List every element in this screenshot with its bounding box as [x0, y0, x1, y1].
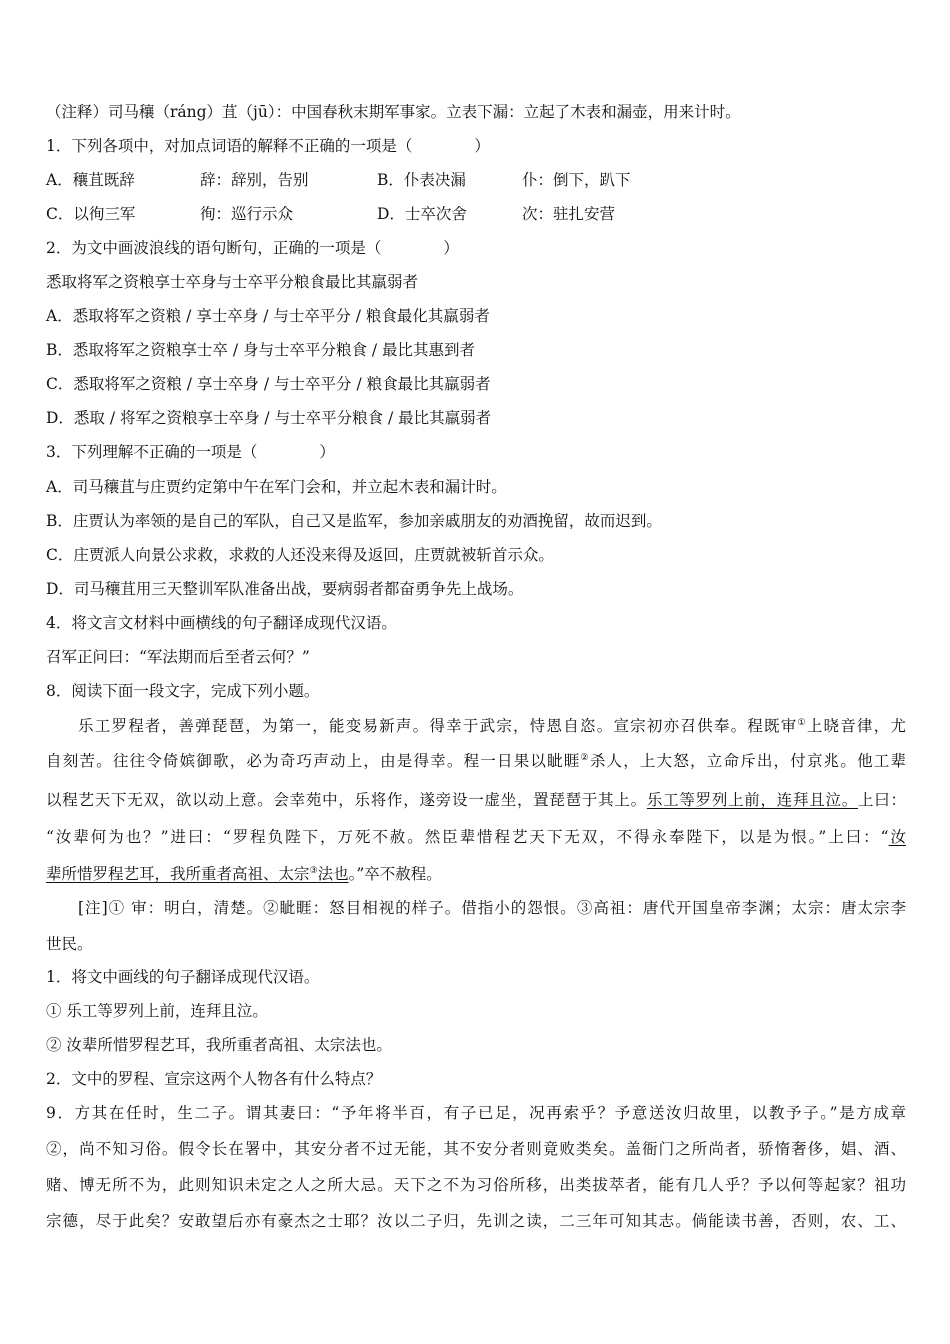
passage8-notes-line-1: [注]① 审：明白，清楚。②眦睚：怒目相视的样子。借指小的怨恨。③高祖：唐代开国皇帝李渊；太宗：唐太宗李 [78, 899, 906, 917]
passage8-line-2: 自刻苦。往往令倚嫔御歌，必为奇巧声动上，由是得幸。程一日果以眦睚②杀人，上大怒，立命斥出，付京兆。他工辈 [46, 752, 906, 770]
passage9-line-4: 宗德，尽于此矣？安敢望后亦有豪杰之士耶？汝以二子归，先训之读，二三年可知其志。倘能读书善，否则，农、工、 [46, 1212, 906, 1230]
q2-option-b: B．悉取将军之资粮享士卒 / 身与士卒平分粮食 / 最比其惠到者 [46, 341, 476, 359]
q1-option-b-label: B．仆表决漏 [377, 171, 466, 189]
q1-option-a-explanation: 辞：辞别，告别 [200, 171, 309, 189]
underlined-sentence-1: 乐工等罗列上前，连拜且泣。 [646, 791, 858, 809]
q3-option-a: A．司马穰苴与庄贾约定第中午在军门会和，并立起木表和漏计时。 [46, 478, 507, 496]
passage8-q1-item-2: ② 汝辈所惜罗程艺耳，我所重者高祖、太宗法也。 [46, 1036, 392, 1054]
passage8-q1-item-1: ① 乐工等罗列上前，连拜且泣。 [46, 1002, 268, 1020]
annotation-note: （注释）司马穰（ráng）苴（jū）：中国春秋末期军事家。立表下漏：立起了木表和漏壶，用来计时。 [46, 103, 741, 121]
q2-option-d: D．悉取 / 将军之资粮享士卒身 / 与士卒平分粮食 / 最比其羸弱者 [46, 409, 492, 427]
q3-option-b: B．庄贾认为率领的是自己的军队，自己又是监军，参加亲戚朋友的劝酒挽留，故而迟到。 [46, 512, 662, 530]
passage8-heading: 8．阅读下面一段文字，完成下列小题。 [46, 682, 320, 700]
passage8-line-3: 以程艺天下无双，欲以动上意。会幸苑中，乐将作，遂旁设一虚坐，置琵琶于其上。乐工等罗列上前，连拜且泣。上曰： [46, 791, 906, 809]
q4-sentence: 召军正问曰：“军法期而后至者云何？” [46, 648, 310, 666]
q2-option-a: A．悉取将军之资粮 / 享士卒身 / 与士卒平分 / 粮食最化其羸弱者 [46, 307, 490, 325]
q3-stem: 3．下列理解不正确的一项是（ ） [46, 443, 335, 461]
passage8-q1-stem: 1．将文中画线的句子翻译成现代汉语。 [46, 968, 320, 986]
q1-option-d-explanation: 次：驻扎安营 [522, 205, 616, 223]
passage8-line-4: “汝辈何为也？”进曰：“罗程负陛下，万死不赦。然臣辈惜程艺天下无双，不得永奉陛下，以是为恨。”上曰：“汝 [46, 828, 906, 846]
q2-stem: 2．为文中画波浪线的语句断句，正确的一项是（ ） [46, 239, 459, 257]
passage8-notes-line-2: 世民。 [46, 935, 93, 953]
q2-option-c: C．悉取将军之资粮 / 享士卒身 / 与士卒平分 / 粮食最比其羸弱者 [46, 375, 491, 393]
passage8-line-1: 乐工罗程者，善弹琵琶，为第一，能变易新声。得幸于武宗，恃恩自恣。宣宗初亦召供奉。程既审①上晓音律，尤 [78, 717, 906, 735]
q2-sentence: 悉取将军之资粮享士卒身与士卒平分粮食最比其羸弱者 [46, 273, 419, 291]
q1-option-d-label: D．士卒次舍 [377, 205, 467, 223]
q3-option-c: C．庄贾派人向景公求救，求救的人还没来得及返回，庄贾就被斩首示众。 [46, 546, 554, 564]
q1-option-c-label: C．以徇三军 [46, 205, 136, 223]
q4-stem: 4．将文言文材料中画横线的句子翻译成现代汉语。 [46, 614, 397, 632]
underlined-sentence-2-end: 辈所惜罗程艺耳，我所重者高祖、太宗③法也 [46, 865, 349, 883]
passage9-line-3: 赌、博无所不为，此则知识未定之人之所大忌。天下之不为习俗所移，出类拔萃者，能有几人乎？予以何等起家？祖功 [46, 1176, 906, 1194]
q1-option-c-explanation: 徇：巡行示众 [200, 205, 294, 223]
passage8-q2-stem: 2．文中的罗程、宣宗这两个人物各有什么特点？ [46, 1070, 382, 1088]
q1-stem: 1．下列各项中，对加点词语的解释不正确的一项是（ ） [46, 137, 490, 155]
passage8-line-5: 辈所惜罗程艺耳，我所重者高祖、太宗③法也。”卒不赦程。 [46, 865, 442, 883]
q1-option-b-explanation: 仆：倒下，趴下 [522, 171, 631, 189]
passage9-line-2: ②，尚不知习俗。假令长在署中，其安分者不过无能，其不安分者则竟败类矣。盖衙门之所尚者，骄惰奢侈，娼、酒、 [46, 1140, 906, 1158]
q3-option-d: D．司马穰苴用三天整训军队准备出战，要病弱者都奋勇争先上战场。 [46, 580, 524, 598]
underlined-sentence-2-start: 汝 [888, 828, 906, 846]
q1-option-a-label: A．穰苴既辞 [46, 171, 135, 189]
passage9-line-1: 9．方其在任时，生二子。谓其妻曰：“予年将半百，有子已足，况再索乎？予意送汝归故里，以教予子。”是方成章 [46, 1104, 906, 1122]
